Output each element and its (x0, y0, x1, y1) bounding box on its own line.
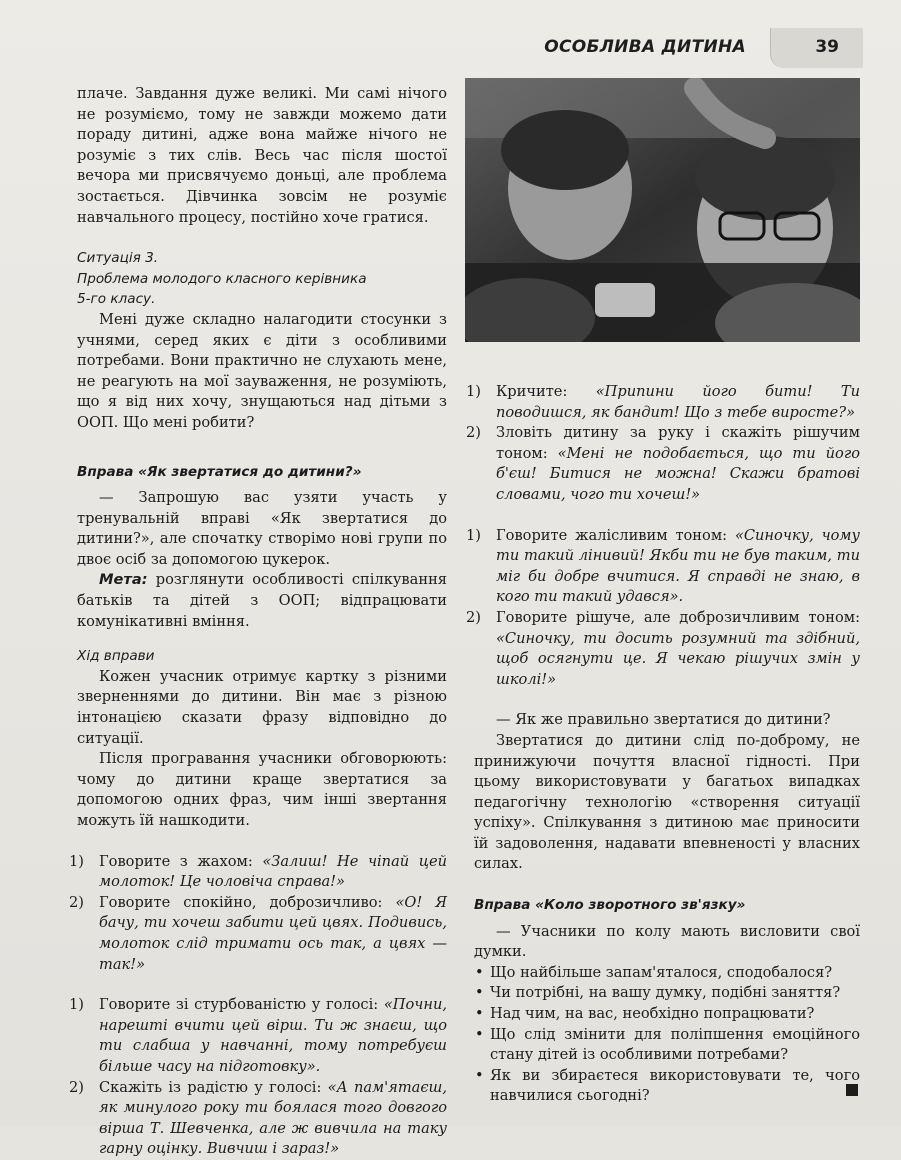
course-title: Хід вправи (77, 648, 155, 665)
option-number: 1) (69, 996, 84, 1014)
situation-heading (77, 248, 447, 310)
option-instruction: Говорите рішуче, але доброзичливим тоном: (496, 608, 860, 626)
option-number: 1) (69, 852, 84, 870)
phrases-group-1 (69, 852, 447, 976)
exercise2-intro: — Учасники по колу мають висловити свої думки. (474, 922, 860, 961)
option-number: 1) (466, 383, 481, 400)
option-number: 2) (69, 1078, 84, 1096)
feedback-question: • Що найбільше запам'яталося, сподобалося? (474, 963, 860, 984)
option-phrase: «А пам'ятаєш, як минулого року ти боялася того довгого вірша Т. Шевченка, але ж вивчила на таку гарну оцінку. Вивчиш і зараз!» (99, 1078, 447, 1158)
option-number: 2) (466, 608, 481, 626)
phrase-option (466, 608, 860, 690)
option-instruction: Говорите зі стурбованістю у голосі: (99, 996, 384, 1014)
phrases-group-4 (466, 526, 860, 691)
option-instruction: Говорите спокійно, доброзичливо: (99, 893, 396, 911)
phrases-group-2 (69, 995, 447, 1160)
section-title: ОСОБЛИВА ДИТИНА (544, 37, 746, 57)
photo-image (465, 78, 860, 342)
option-number: 2) (69, 893, 84, 911)
option-phrase: «Залиш! Не чіпай цей молоток! Це чоловіча справа!» (99, 852, 447, 891)
page-number: 39 (815, 37, 839, 57)
option-phrase: «О! Я бачу, ти хочеш забити цей цвях. Подивись, молоток слід тримати ось так, а цвях — так!» (99, 893, 447, 973)
end-of-article-mark (846, 1084, 858, 1096)
option-instruction: Кричите: (496, 383, 596, 400)
exercise-title: Вправа «Як звертатися до дитини?» (77, 463, 362, 480)
phrase-option (69, 1078, 447, 1160)
page-header (540, 28, 901, 68)
situation-title: Проблема молодого класного керівника (77, 270, 367, 287)
course-paragraph-1: Кожен учасник отримує картку з різними зверненнями до дитини. Він має з різною інтонацією сказати фразу відповідно до ситуації. (77, 667, 447, 747)
option-phrase: «Синочку, чому ти такий лінивий! Якби ти не був таким, ти міг би добре вчитися. Я справді не знаю, в кого ти такий удався». (496, 526, 860, 606)
option-phrase: «Синочку, ти досить розумний та здібний, щоб осягнути це. Я чекаю рішучих змін у школі!» (496, 629, 860, 688)
situation-class: 5-го класу. (77, 291, 156, 308)
feedback-question: • Як ви збираєтеся використовувати те, чого навчилися сьогодні? (474, 1066, 860, 1107)
exercise2-title: Вправа «Коло зворотного зв'язку» (474, 897, 746, 914)
intro-paragraph: плаче. Завдання дуже великі. Ми самі нічого не розуміємо, тому не завжди можемо дати пораду дитині, адже вона майже нічого не розуміє з тих слів. Весь час після шостої вечора ми присвячуємо доньці, але проблема зостається. Дівчинка зовсім не розуміє навчального процесу, постійно хоче гратися. (77, 85, 447, 226)
feedback-question: • Чи потрібні, на вашу думку, подібні заняття? (474, 983, 860, 1004)
left-column (69, 84, 447, 1160)
situation-number: Ситуація 3. (77, 250, 159, 267)
phrase-option (466, 526, 860, 608)
goal-paragraph (77, 570, 447, 632)
course-paragraph-2: Після програвання учасники обговорюють: чому до дитини краще звертатися за допомогою одних фраз, чим інші звертання можуть їй нашкодити. (77, 750, 447, 829)
feedback-question: • Над чим, на вас, необхідно попрацювати? (474, 1004, 860, 1025)
goal-text: розглянути особливості спілкування батьків та дітей з ООП; відпрацювати комунікативні вміння. (77, 571, 447, 630)
exercise-intro: — Запрошую вас узяти участь у тренувальній вправі «Як звертатися до дитини?», але спочатку створімо нові групи по двоє осіб за допомогою цукерок. (77, 489, 447, 568)
goal-label: Мета: (99, 571, 148, 589)
feedback-question: • Що слід змінити для поліпшення емоційного стану дітей із особливими потребами? (474, 1025, 860, 1066)
phrase-option (466, 423, 860, 505)
option-phrase: «Припини його бити! Ти поводишся, як бандит! Що з тебе виросте?» (496, 383, 860, 421)
option-phrase: «Почни, нарешті вчити цей вірш. Ти ж знаєш, що ти слабша у навчанні, тому потребуєш більше часу на підготовку». (99, 996, 447, 1075)
question-paragraph: — Як же правильно звертатися до дитини? (496, 711, 831, 729)
situation-text: Мені дуже складно налагодити стосунки з учнями, серед яких є діти з особливими потребами. Вони практично не слухають мене, не реагують на мої зауваження, не розуміють, що я від них хочу, знущаються над дітьми з ООП. Що мені робити? (77, 310, 447, 431)
option-number: 1) (466, 526, 481, 544)
right-column (466, 382, 860, 1107)
option-phrase: «Мені не подобається, що ти його б'єш! Битися не можна! Скажи братові словами, чого ти хочеш!» (496, 444, 860, 503)
photo-two-boys (465, 78, 860, 342)
feedback-questions-list (474, 963, 860, 1107)
phrase-option (69, 893, 447, 975)
option-instruction: Зловіть дитину за руку і скажіть рішучим тоном: (496, 424, 860, 462)
phrase-option (69, 995, 447, 1077)
phrase-option (466, 382, 860, 423)
answer-paragraph: Звертатися до дитини слід по-доброму, не принижуючи почуття власної гідності. При цьому використовувати у багатьох випадках педагогічну технологію «створення ситуації успіху». Спілкування з дитиною має приносити їй задоволення, надавати впевненості у власних силах. (474, 731, 860, 873)
option-number: 2) (466, 424, 481, 442)
option-instruction: Скажіть із радістю у голосі: (99, 1078, 328, 1096)
option-instruction: Говорите з жахом: (99, 852, 263, 870)
option-instruction: Говорите жалісливим тоном: (496, 526, 735, 544)
phrase-option (69, 852, 447, 893)
phrases-group-3 (466, 382, 860, 506)
